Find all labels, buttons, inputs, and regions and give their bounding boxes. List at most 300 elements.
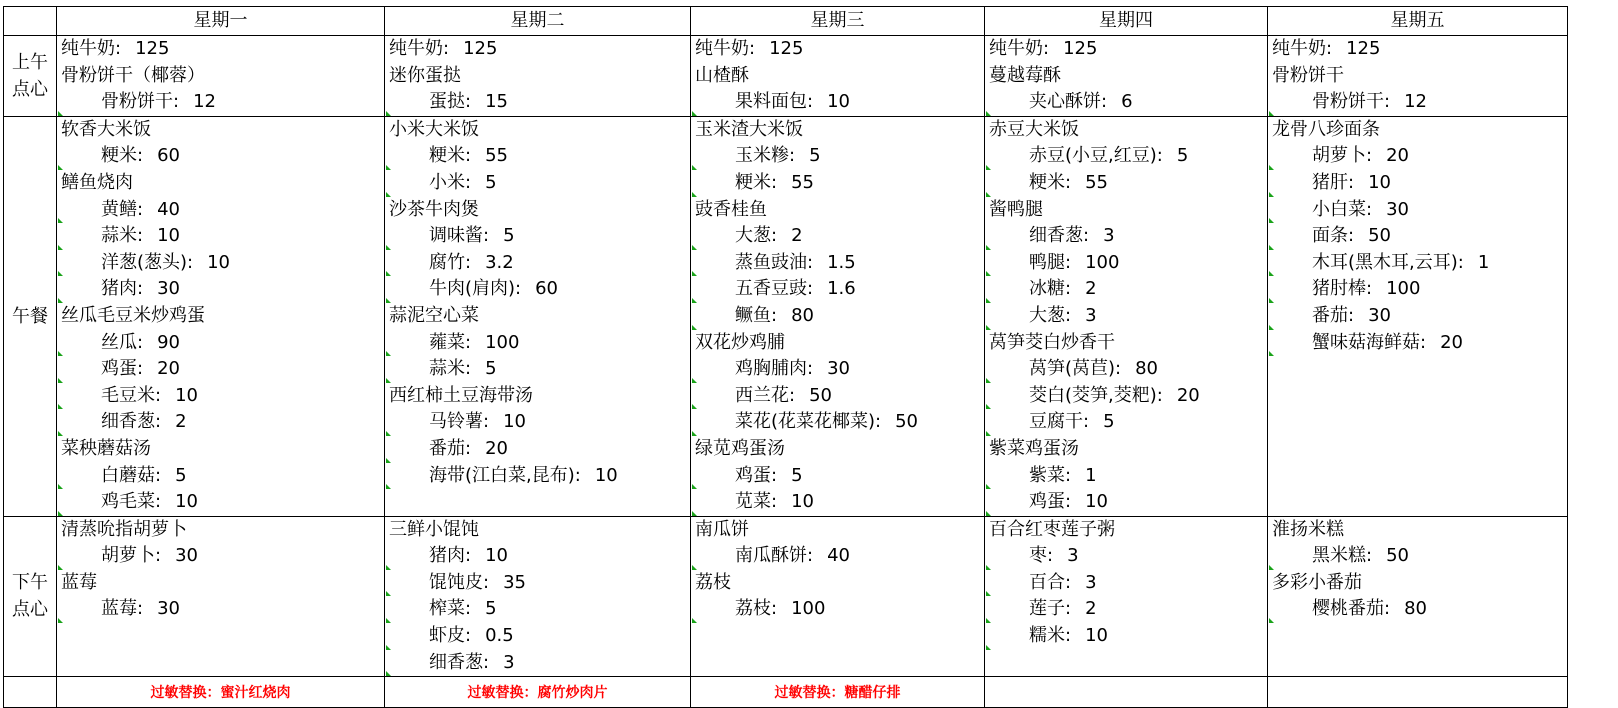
- dish-label: 蓝莓: [61, 571, 97, 593]
- dish-label: 蔓越莓酥: [989, 64, 1061, 86]
- ingredient-quantity: 10: [791, 491, 814, 513]
- menu-cell: [691, 36, 985, 117]
- ingredient-quantity: 5: [791, 464, 803, 486]
- dish-label: 百合红枣莲子粥: [989, 518, 1115, 540]
- ingredient-quantity: 50: [1386, 545, 1409, 567]
- ingredient-line: [985, 276, 1267, 303]
- ingredient-quantity: 5: [1103, 411, 1115, 433]
- ingredient-quantity: 3: [1103, 225, 1115, 247]
- row-label-line: 点心: [12, 78, 48, 100]
- menu-cell: [985, 116, 1268, 516]
- dish-name: [691, 117, 984, 144]
- ingredient-quantity: 50: [895, 411, 919, 433]
- dish-label: 玉米渣大米饭: [695, 118, 803, 140]
- ingredient-line: [985, 383, 1267, 410]
- ingredient-line: [691, 463, 984, 490]
- ingredient-quantity: 40: [157, 198, 180, 220]
- dish-label: 西红柿土豆海带汤: [389, 384, 533, 406]
- ingredient-line: [1268, 223, 1567, 250]
- dish-label: 软香大米饭: [61, 118, 151, 140]
- day-header: 星期一: [57, 7, 385, 36]
- ingredient-name: 骨粉饼干:: [101, 91, 180, 113]
- ingredient-line: [1268, 143, 1567, 170]
- ingredient-line: [691, 143, 984, 170]
- ingredient-name: 苋菜:: [735, 491, 778, 513]
- ingredient-line: [385, 436, 690, 463]
- dish-label: 豉香桂鱼: [695, 198, 767, 220]
- ingredient-line: [385, 276, 690, 303]
- ingredient-quantity: 55: [791, 171, 814, 193]
- ingredient-line: [57, 36, 384, 63]
- menu-cell: [57, 36, 385, 117]
- ingredient-name: 鸡毛菜:: [101, 491, 162, 513]
- ingredient-name: 粳米:: [429, 145, 472, 167]
- menu-cell: [57, 116, 385, 516]
- menu-cell: [57, 516, 385, 677]
- ingredient-name: 鸡蛋:: [1029, 491, 1072, 513]
- ingredient-name: 蒜米:: [101, 225, 144, 247]
- ingredient-name: 五香豆豉:: [735, 278, 814, 300]
- afternoon-snack-row: [4, 516, 1568, 677]
- ingredient-quantity: 2: [175, 411, 187, 433]
- ingredient-line: [691, 596, 984, 623]
- ingredient-quantity: 5: [809, 145, 821, 167]
- dish-label: 三鲜小馄饨: [389, 518, 479, 540]
- ingredient-name: 粳米:: [735, 171, 778, 193]
- ingredient-name: 馄饨皮:: [429, 571, 490, 593]
- ingredient-name: 鳜鱼:: [735, 304, 778, 326]
- ingredient-line: [1268, 596, 1567, 623]
- ingredient-name: 小白菜:: [1312, 198, 1373, 220]
- ingredient-quantity: 50: [1368, 225, 1391, 247]
- ingredient-line: [985, 89, 1267, 116]
- ingredient-name: 南瓜酥饼:: [735, 545, 814, 567]
- ingredient-quantity: 90: [157, 331, 180, 353]
- ingredient-line: [385, 623, 690, 650]
- dish-name: [985, 436, 1267, 463]
- ingredient-line: [57, 489, 384, 516]
- row-label-line: 午餐: [12, 305, 48, 327]
- ingredient-quantity: 1: [1477, 251, 1490, 273]
- allergy-note: [985, 677, 1268, 708]
- dish-name: [57, 117, 384, 144]
- dish-label: 骨粉饼干: [1272, 64, 1344, 86]
- menu-cell: [985, 36, 1268, 117]
- day-header: 星期四: [985, 7, 1268, 36]
- row-label-line: 点心: [12, 599, 48, 621]
- allergy-row: [4, 677, 1568, 708]
- ingredient-line: [57, 356, 384, 383]
- ingredient-line: [985, 170, 1267, 197]
- ingredient-name: 虾皮:: [429, 625, 472, 647]
- ingredient-quantity: 125: [1063, 38, 1098, 59]
- allergy-note: 过敏替换：腐竹炒肉片: [385, 677, 691, 708]
- ingredient-name: 面条:: [1312, 225, 1355, 247]
- ingredient-name: 鸡胸脯肉:: [735, 358, 814, 380]
- ingredient-name: 猪肘棒:: [1312, 278, 1373, 300]
- ingredient-line: [57, 89, 384, 116]
- ingredient-name: 纯牛奶:: [989, 38, 1050, 59]
- ingredient-line: [985, 223, 1267, 250]
- ingredient-line: [385, 223, 690, 250]
- ingredient-quantity: 20: [1440, 331, 1463, 353]
- ingredient-name: 马铃薯:: [429, 411, 490, 433]
- ingredient-name: 荔枝:: [735, 598, 778, 620]
- ingredient-line: [57, 143, 384, 170]
- ingredient-name: 细香葱:: [1029, 225, 1090, 247]
- ingredient-name: 粳米:: [101, 145, 144, 167]
- dish-name: [57, 63, 384, 90]
- ingredient-line: [57, 596, 384, 623]
- ingredient-quantity: 80: [791, 304, 814, 326]
- ingredient-line: [57, 250, 384, 277]
- ingredient-quantity: 2: [1085, 598, 1097, 620]
- ingredient-line: [691, 356, 984, 383]
- dish-label: 山楂酥: [695, 64, 749, 86]
- menu-cell: [691, 516, 985, 677]
- ingredient-quantity: 125: [463, 38, 498, 59]
- lunch-row: [4, 116, 1568, 516]
- ingredient-quantity: 55: [1085, 171, 1108, 193]
- row-label-line: 上午: [12, 51, 48, 73]
- dish-label: 菜秧蘑菇汤: [61, 437, 151, 459]
- ingredient-quantity: 55: [485, 145, 508, 167]
- dish-label: 多彩小番茄: [1272, 571, 1362, 593]
- ingredient-quantity: 80: [1135, 358, 1159, 380]
- dish-label: 鳝鱼烧肉: [61, 171, 133, 193]
- dish-name: [1268, 570, 1567, 597]
- ingredient-quantity: 100: [1386, 278, 1421, 300]
- ingredient-name: 莴笋(莴苣):: [1029, 358, 1122, 380]
- ingredient-quantity: 5: [485, 598, 497, 620]
- ingredient-name: 蓝莓:: [101, 598, 144, 620]
- menu-cell: [385, 116, 691, 516]
- menu-cell: [385, 516, 691, 677]
- ingredient-name: 纯牛奶:: [695, 38, 756, 59]
- ingredient-quantity: 6: [1121, 91, 1133, 113]
- ingredient-line: [385, 170, 690, 197]
- menu-cell: [1268, 116, 1568, 516]
- row-label: [4, 36, 57, 117]
- dish-name: [385, 383, 690, 410]
- ingredient-name: 大葱:: [735, 225, 778, 247]
- menu-cell: [1268, 516, 1568, 677]
- dish-label: 南瓜饼: [695, 518, 749, 540]
- ingredient-quantity: 40: [827, 545, 850, 567]
- ingredient-line: [385, 543, 690, 570]
- ingredient-name: 莲子:: [1029, 598, 1072, 620]
- ingredient-name: 蕹菜:: [429, 331, 472, 353]
- ingredient-line: [691, 276, 984, 303]
- ingredient-name: 白蘑菇:: [101, 464, 162, 486]
- ingredient-quantity: 125: [135, 38, 170, 59]
- ingredient-name: 紫菜:: [1029, 464, 1072, 486]
- dish-label: 蒜泥空心菜: [389, 304, 479, 326]
- ingredient-quantity: 125: [769, 38, 804, 59]
- ingredient-quantity: 1: [1085, 464, 1097, 486]
- dish-name: [385, 117, 690, 144]
- ingredient-name: 鸡蛋:: [735, 464, 778, 486]
- ingredient-quantity: 10: [157, 225, 180, 247]
- ingredient-line: [985, 409, 1267, 436]
- ingredient-quantity: 5: [503, 225, 515, 247]
- ingredient-name: 番茄:: [429, 437, 472, 459]
- allergy-note: 过敏替换：糖醋仔排: [691, 677, 985, 708]
- ingredient-line: [691, 383, 984, 410]
- ingredient-line: [691, 89, 984, 116]
- ingredient-quantity: 1.6: [827, 278, 856, 300]
- ingredient-name: 调味酱:: [429, 225, 490, 247]
- day-header: 星期三: [691, 7, 985, 36]
- ingredient-line: [1268, 197, 1567, 224]
- ingredient-line: [985, 489, 1267, 516]
- ingredient-line: [1268, 250, 1567, 277]
- row-label: [4, 516, 57, 677]
- ingredient-name: 樱桃番茄:: [1312, 598, 1391, 620]
- ingredient-name: 果料面包:: [735, 91, 814, 113]
- ingredient-line: [57, 197, 384, 224]
- ingredient-name: 糯米:: [1029, 625, 1072, 647]
- ingredient-name: 鸡蛋:: [101, 358, 144, 380]
- dish-label: 清蒸吮指胡萝卜: [61, 518, 187, 540]
- dish-name: [57, 303, 384, 330]
- dish-label: 莴笋茭白炒香干: [989, 331, 1115, 353]
- ingredient-quantity: 100: [791, 598, 826, 620]
- ingredient-name: 赤豆(小豆,红豆):: [1029, 145, 1163, 167]
- dish-label: 荔枝: [695, 571, 731, 593]
- ingredient-name: 细香葱:: [429, 651, 490, 673]
- dish-name: [57, 170, 384, 197]
- allergy-label-cell: [4, 677, 57, 708]
- ingredient-name: 猪肝:: [1312, 171, 1355, 193]
- menu-cell: [385, 36, 691, 117]
- ingredient-quantity: 3: [1085, 304, 1097, 326]
- ingredient-quantity: 30: [157, 598, 180, 620]
- ingredient-line: [57, 543, 384, 570]
- dish-label: 绿苋鸡蛋汤: [695, 437, 785, 459]
- allergy-note: [1268, 677, 1568, 708]
- ingredient-quantity: 5: [485, 358, 497, 380]
- ingredient-name: 百合:: [1029, 571, 1072, 593]
- ingredient-line: [691, 170, 984, 197]
- ingredient-name: 黑米糕:: [1312, 545, 1373, 567]
- dish-label: 龙骨八珍面条: [1272, 118, 1380, 140]
- menu-cell: [985, 516, 1268, 677]
- ingredient-line: [985, 596, 1267, 623]
- ingredient-line: [1268, 276, 1567, 303]
- ingredient-quantity: 10: [175, 384, 198, 406]
- ingredient-line: [1268, 330, 1567, 357]
- ingredient-name: 骨粉饼干:: [1312, 91, 1391, 113]
- dish-name: [57, 517, 384, 544]
- ingredient-name: 豆腐干:: [1029, 411, 1090, 433]
- ingredient-line: [985, 303, 1267, 330]
- ingredient-line: [985, 543, 1267, 570]
- ingredient-name: 粳米:: [1029, 171, 1072, 193]
- ingredient-name: 枣:: [1029, 545, 1054, 567]
- ingredient-quantity: 30: [157, 278, 180, 300]
- ingredient-quantity: 15: [485, 91, 508, 113]
- ingredient-quantity: 20: [1176, 384, 1200, 406]
- row-label-line: 下午: [12, 572, 48, 594]
- dish-label: 赤豆大米饭: [989, 118, 1079, 140]
- ingredient-line: [385, 143, 690, 170]
- ingredient-line: [691, 489, 984, 516]
- ingredient-quantity: 80: [1404, 598, 1427, 620]
- ingredient-name: 纯牛奶:: [1272, 38, 1333, 59]
- day-header: 星期五: [1268, 7, 1568, 36]
- ingredient-name: 西兰花:: [735, 384, 796, 406]
- ingredient-name: 猪肉:: [101, 278, 144, 300]
- ingredient-quantity: 10: [1085, 491, 1108, 513]
- ingredient-name: 腐竹:: [429, 251, 472, 273]
- ingredient-quantity: 125: [1346, 38, 1381, 59]
- dish-name: [691, 517, 984, 544]
- ingredient-line: [985, 623, 1267, 650]
- ingredient-line: [691, 36, 984, 63]
- dish-label: 小米大米饭: [389, 118, 479, 140]
- ingredient-name: 牛肉(肩肉):: [429, 278, 522, 300]
- ingredient-name: 蟹味菇海鲜菇:: [1312, 331, 1427, 353]
- ingredient-quantity: 5: [1176, 145, 1189, 167]
- dish-name: [985, 330, 1267, 357]
- ingredient-line: [691, 223, 984, 250]
- dish-label: 丝瓜毛豆米炒鸡蛋: [61, 304, 205, 326]
- ingredient-line: [385, 463, 690, 490]
- ingredient-quantity: 5: [175, 464, 187, 486]
- ingredient-quantity: 3: [1085, 571, 1097, 593]
- ingredient-quantity: 10: [594, 464, 618, 486]
- ingredient-name: 胡萝卜:: [1312, 145, 1373, 167]
- dish-name: [691, 436, 984, 463]
- ingredient-line: [385, 596, 690, 623]
- ingredient-quantity: 1.5: [827, 251, 856, 273]
- ingredient-line: [691, 543, 984, 570]
- ingredient-name: 猪肉:: [429, 545, 472, 567]
- corner-cell: [4, 7, 57, 36]
- ingredient-name: 毛豆米:: [101, 384, 162, 406]
- ingredient-line: [385, 36, 690, 63]
- ingredient-line: [385, 409, 690, 436]
- ingredient-quantity: 0.5: [485, 625, 514, 647]
- dish-name: [385, 303, 690, 330]
- ingredient-quantity: 35: [503, 571, 526, 593]
- ingredient-quantity: 20: [157, 358, 180, 380]
- dish-name: [985, 197, 1267, 224]
- ingredient-name: 海带(江白菜,昆布):: [429, 464, 581, 486]
- dish-name: [57, 570, 384, 597]
- ingredient-quantity: 5: [485, 171, 497, 193]
- ingredient-line: [1268, 170, 1567, 197]
- ingredient-line: [985, 570, 1267, 597]
- ingredient-quantity: 20: [485, 437, 508, 459]
- ingredient-quantity: 2: [1085, 278, 1097, 300]
- ingredient-name: 细香葱:: [101, 411, 162, 433]
- dish-label: 沙茶牛肉煲: [389, 198, 479, 220]
- ingredient-quantity: 30: [175, 545, 198, 567]
- ingredient-line: [57, 223, 384, 250]
- day-header: 星期二: [385, 7, 691, 36]
- ingredient-quantity: 3.2: [485, 251, 514, 273]
- ingredient-quantity: 30: [827, 358, 850, 380]
- ingredient-line: [385, 250, 690, 277]
- dish-name: [985, 117, 1267, 144]
- ingredient-name: 大葱:: [1029, 304, 1072, 326]
- ingredient-name: 夹心酥饼:: [1029, 91, 1108, 113]
- ingredient-name: 茭白(茭笋,茭粑):: [1029, 384, 1163, 406]
- ingredient-name: 木耳(黑木耳,云耳):: [1312, 251, 1464, 273]
- ingredient-name: 蛋挞:: [429, 91, 472, 113]
- dish-label: 紫菜鸡蛋汤: [989, 437, 1079, 459]
- ingredient-quantity: 12: [193, 91, 216, 113]
- ingredient-line: [691, 250, 984, 277]
- ingredient-quantity: 100: [1085, 251, 1120, 273]
- ingredient-quantity: 2: [791, 225, 803, 247]
- morning-snack-row: [4, 36, 1568, 117]
- ingredient-line: [1268, 543, 1567, 570]
- ingredient-line: [691, 409, 984, 436]
- header-row: [4, 7, 1568, 36]
- ingredient-line: [985, 36, 1267, 63]
- dish-name: [691, 197, 984, 224]
- menu-cell: [691, 116, 985, 516]
- ingredient-name: 冰糖:: [1029, 278, 1072, 300]
- ingredient-quantity: 10: [827, 91, 850, 113]
- ingredient-quantity: 10: [1085, 625, 1108, 647]
- dish-label: 双花炒鸡脯: [695, 331, 785, 353]
- ingredient-quantity: 30: [1386, 198, 1409, 220]
- dish-name: [1268, 517, 1567, 544]
- ingredient-line: [385, 89, 690, 116]
- ingredient-quantity: 100: [485, 331, 520, 353]
- ingredient-line: [385, 330, 690, 357]
- ingredient-name: 榨菜:: [429, 598, 472, 620]
- dish-name: [691, 63, 984, 90]
- ingredient-quantity: 10: [207, 251, 231, 273]
- ingredient-line: [385, 570, 690, 597]
- ingredient-line: [1268, 36, 1567, 63]
- ingredient-quantity: 3: [1067, 545, 1079, 567]
- ingredient-name: 菜花(花菜花椰菜):: [735, 411, 882, 433]
- ingredient-quantity: 60: [157, 145, 180, 167]
- ingredient-line: [1268, 89, 1567, 116]
- ingredient-name: 黄鳝:: [101, 198, 144, 220]
- weekly-menu-table: [3, 6, 1568, 708]
- dish-name: [385, 63, 690, 90]
- dish-name: [985, 63, 1267, 90]
- ingredient-line: [1268, 303, 1567, 330]
- ingredient-line: [985, 463, 1267, 490]
- ingredient-name: 洋葱(葱头):: [101, 251, 194, 273]
- ingredient-name: 小米:: [429, 171, 472, 193]
- dish-label: 骨粉饼干（椰蓉）: [61, 64, 205, 86]
- dish-name: [1268, 117, 1567, 144]
- ingredient-name: 鸭腿:: [1029, 251, 1072, 273]
- ingredient-name: 蒸鱼豉油:: [735, 251, 814, 273]
- ingredient-quantity: 20: [1386, 145, 1409, 167]
- ingredient-line: [57, 383, 384, 410]
- ingredient-line: [57, 330, 384, 357]
- ingredient-line: [691, 303, 984, 330]
- ingredient-line: [385, 650, 690, 677]
- ingredient-line: [57, 463, 384, 490]
- dish-label: 淮扬米糕: [1272, 518, 1344, 540]
- dish-name: [1268, 63, 1567, 90]
- dish-label: 迷你蛋挞: [389, 64, 461, 86]
- ingredient-quantity: 3: [503, 651, 515, 673]
- ingredient-line: [385, 356, 690, 383]
- ingredient-name: 纯牛奶:: [389, 38, 450, 59]
